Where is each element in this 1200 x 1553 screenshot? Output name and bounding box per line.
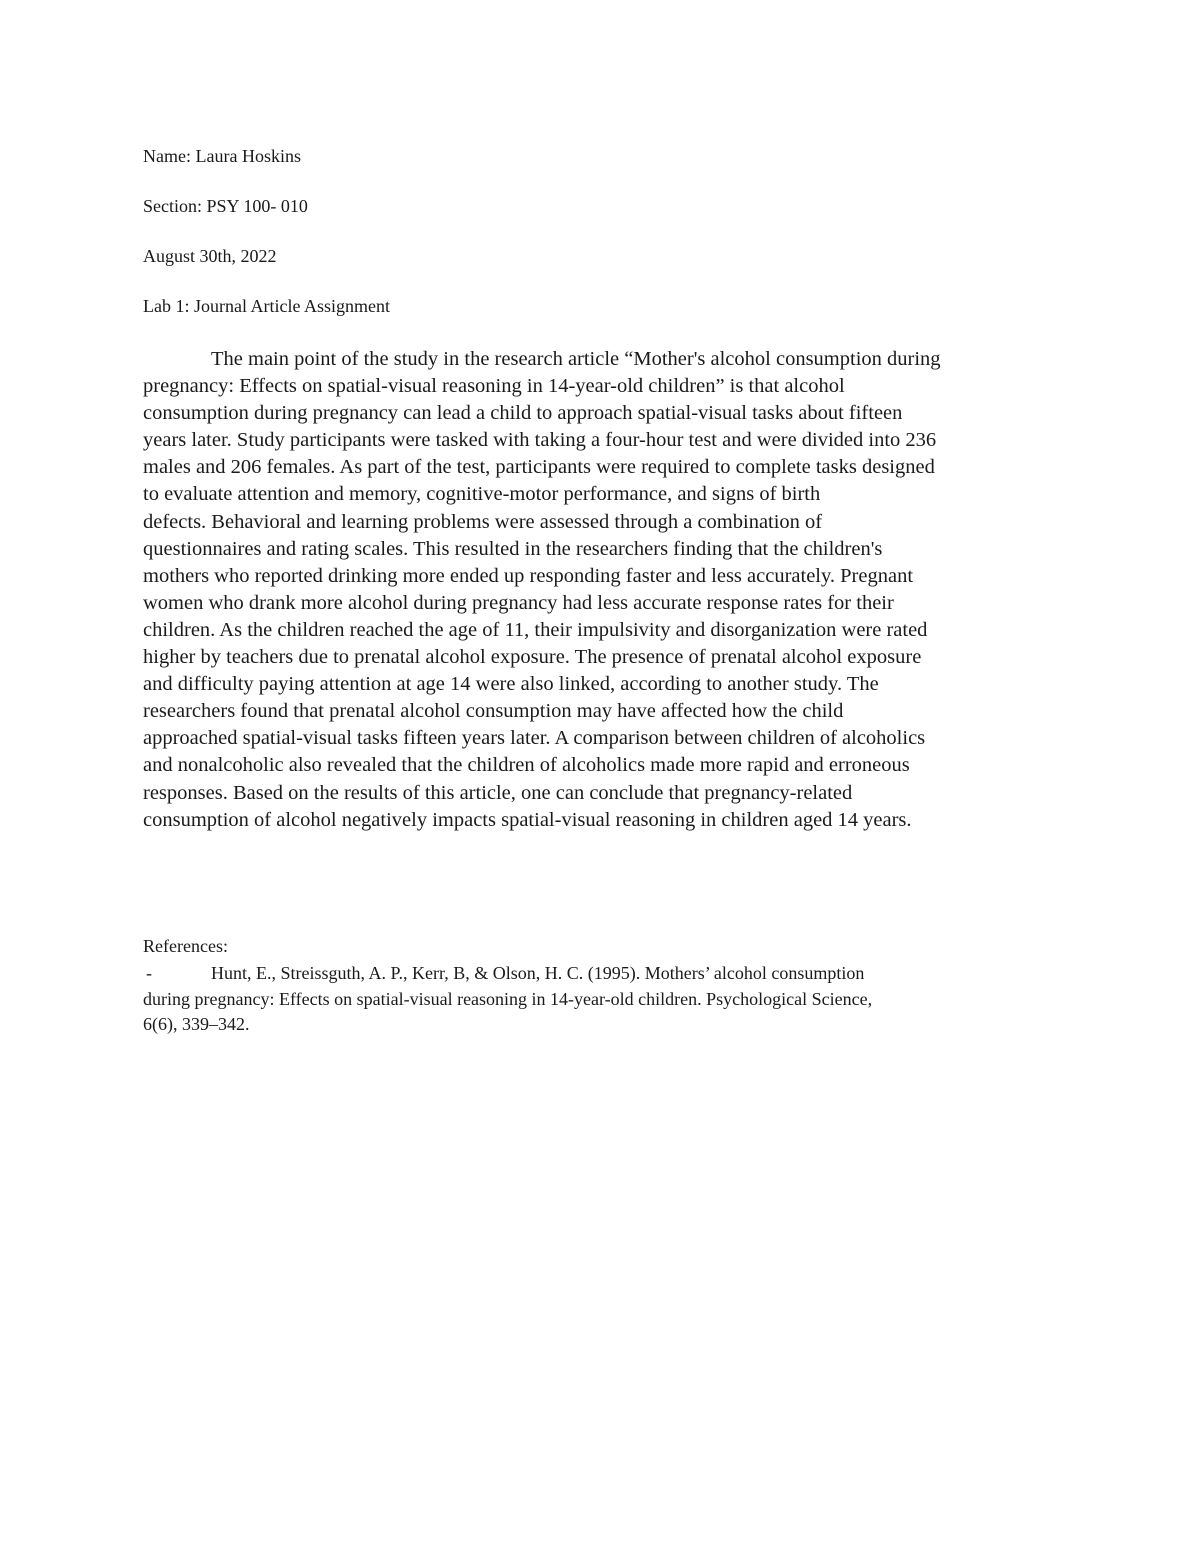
course-section: Section: PSY 100- 010 (143, 196, 308, 216)
references-heading: References: (143, 936, 228, 956)
summary-paragraph (143, 346, 1053, 834)
paragraph-line: women who drank more alcohol during pregnancy had less accurate response rates for their (143, 591, 894, 614)
paragraph-line: The main point of the study in the research article “Mother's alcohol consumption during (211, 348, 941, 370)
paragraph-line: males and 206 females. As part of the test, participants were required to complete tasks designed (143, 456, 935, 479)
paragraph-line: and nonalcoholic also revealed that the children of alcoholics made more rapid and erroneous (143, 754, 910, 777)
paragraph-line: to evaluate attention and memory, cognitive-motor performance, and signs of birth (143, 483, 821, 506)
paragraph-line: higher by teachers due to prenatal alcohol exposure. The presence of prenatal alcohol exposure (143, 646, 922, 669)
paragraph-line: defects. Behavioral and learning problems were assessed through a combination of (143, 510, 823, 533)
reference-entry-line (143, 961, 1043, 987)
paragraph-line: pregnancy: Effects on spatial-visual reasoning in 14-year-old children” is that alcohol (143, 375, 845, 398)
reference-entry-line: during pregnancy: Effects on spatial-visual reasoning in 14-year-old children. Psychological Science, (143, 988, 873, 1009)
assignment-title: Lab 1: Journal Article Assignment (143, 296, 390, 316)
assignment-date: August 30th, 2022 (143, 246, 277, 266)
reference-text: Hunt, E., Streissguth, A. P., Kerr, B, & Olson, H. C. (1995). Mothers’ alcohol consumption (211, 963, 865, 983)
paragraph-line: consumption of alcohol negatively impacts spatial-visual reasoning in children aged 14 years. (143, 808, 912, 831)
paragraph-line: researchers found that prenatal alcohol consumption may have affected how the child (143, 700, 844, 723)
paragraph-line: consumption during pregnancy can lead a child to approach spatial-visual tasks about fifteen (143, 402, 903, 425)
student-name: Name: Laura Hoskins (143, 146, 301, 166)
paragraph-line: mothers who reported drinking more ended up responding faster and less accurately. Pregnant (143, 564, 914, 587)
paragraph-line: children. As the children reached the age of 11, their impulsivity and disorganization were rated (143, 618, 928, 641)
paragraph-line: years later. Study participants were tasked with taking a four-hour test and were divided into 236 (143, 429, 937, 452)
reference-entry-line: 6(6), 339–342. (143, 1014, 250, 1034)
references-section (143, 935, 1043, 1038)
paragraph-line: approached spatial-visual tasks fifteen years later. A comparison between children of alcoholics (143, 727, 926, 750)
paragraph-line: responses. Based on the results of this article, one can conclude that pregnancy-related (143, 781, 853, 804)
paragraph-line: questionnaires and rating scales. This resulted in the researchers finding that the children's (143, 537, 883, 560)
paragraph-line: and difficulty paying attention at age 14 were also linked, according to another study. The (143, 673, 879, 696)
list-bullet: - (146, 963, 152, 983)
